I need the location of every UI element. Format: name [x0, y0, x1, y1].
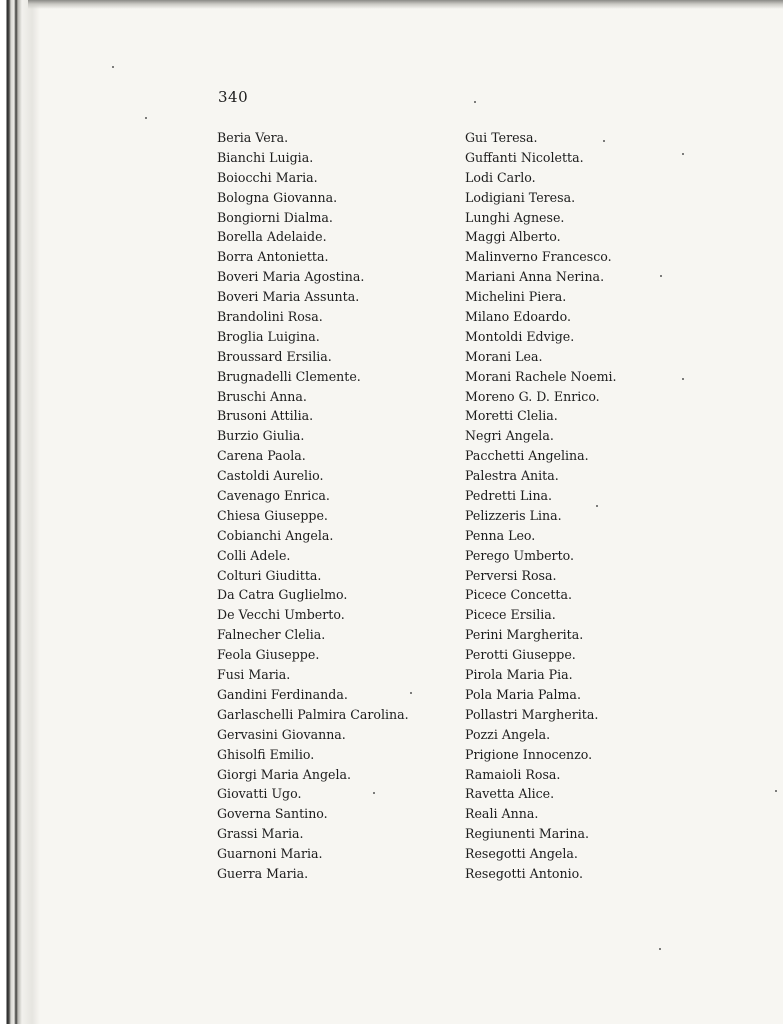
name-entry-right: Pozzi Angela. — [465, 726, 551, 742]
name-entry-left: Brusoni Attilia. — [217, 408, 314, 424]
name-entry-right: Penna Leo. — [465, 527, 536, 543]
scan-speck — [373, 792, 375, 794]
name-entry-left: Carena Paola. — [217, 448, 306, 464]
name-entry-left: Feola Giuseppe. — [217, 647, 320, 663]
scan-speck — [775, 790, 777, 792]
name-entry-left: Giovatti Ugo. — [217, 786, 302, 802]
name-entry-left: Fusi Maria. — [217, 667, 291, 683]
name-entry-left: Guarnoni Maria. — [217, 846, 323, 862]
name-entry-right: Perversi Rosa. — [465, 567, 557, 583]
name-entry-left: Beria Vera. — [217, 130, 289, 145]
name-entry-right: Guffanti Nicoletta. — [465, 149, 584, 165]
name-entry-left: Giorgi Maria Angela. — [217, 766, 352, 782]
scan-speck — [603, 140, 605, 142]
name-entry-right: Michelini Piera. — [465, 289, 567, 305]
scan-speck — [112, 66, 114, 68]
name-entry-left: Broussard Ersilia. — [217, 348, 332, 364]
name-entry-right: Picece Concetta. — [465, 587, 572, 603]
name-entry-right: Perotti Giuseppe. — [465, 647, 576, 663]
scan-speck — [659, 948, 661, 950]
name-entry-right: Morani Lea. — [465, 348, 543, 364]
name-entry-right: Malinverno Francesco. — [465, 249, 612, 265]
name-entry-left: Broglia Luigina. — [217, 328, 320, 344]
page-top-edge — [28, 0, 783, 9]
name-entry-left: Grassi Maria. — [217, 826, 304, 842]
name-entry-right: Moretti Clelia. — [465, 408, 558, 424]
name-entry-left: Brugnadelli Clemente. — [217, 368, 361, 384]
book-binding-edge — [0, 0, 40, 1024]
name-entry-right: Montoldi Edvige. — [465, 328, 575, 344]
name-entry-right: Lodi Carlo. — [465, 169, 536, 185]
name-entry-right: Maggi Alberto. — [465, 229, 561, 245]
name-entry-right: Reali Anna. — [465, 806, 539, 822]
name-entry-left: Boiocchi Maria. — [217, 169, 318, 185]
name-entry-left: Bologna Giovanna. — [217, 189, 338, 205]
name-entry-right: Resegotti Angela. — [465, 846, 578, 862]
name-entry-left: Colli Adele. — [217, 547, 291, 563]
name-entry-right: Ramaioli Rosa. — [465, 766, 561, 782]
name-entry-left: Governa Santino. — [217, 806, 328, 822]
name-entry-left: Bruschi Anna. — [217, 388, 307, 404]
name-list-left — [217, 128, 409, 884]
name-entry-right: Pedretti Lina. — [465, 488, 553, 504]
scan-speck — [682, 153, 684, 155]
name-entry-right: Pollastri Margherita. — [465, 706, 599, 722]
name-entry-left: Ghisolfi Emilio. — [217, 746, 315, 762]
scan-speck — [682, 378, 684, 380]
name-entry-left: Da Catra Guglielmo. — [217, 587, 348, 603]
name-entry-right: Prigione Innocenzo. — [465, 746, 593, 762]
scan-speck — [596, 505, 598, 507]
name-entry-left: Falnecher Clelia. — [217, 627, 326, 643]
name-entry-right: Negri Angela. — [465, 428, 554, 444]
name-entry-left: Boveri Maria Assunta. — [217, 289, 360, 305]
name-entry-left: Cobianchi Angela. — [217, 527, 334, 543]
scan-speck — [660, 275, 662, 277]
name-entry-right: Pola Maria Palma. — [465, 686, 581, 702]
name-entry-left: Borella Adelaide. — [217, 229, 327, 245]
name-entry-right: Morani Rachele Noemi. — [465, 368, 617, 384]
name-entry-right: Moreno G. D. Enrico. — [465, 388, 600, 404]
name-entry-right: Gui Teresa. — [465, 130, 538, 145]
name-entry-left: Gandini Ferdinanda. — [217, 686, 348, 702]
name-entry-left: Bongiorni Dialma. — [217, 209, 333, 225]
name-entry-right: Picece Ersilia. — [465, 607, 556, 623]
name-entry-left: Chiesa Giuseppe. — [217, 507, 328, 523]
name-entry-right: Ravetta Alice. — [465, 786, 555, 802]
name-entry-left: Borra Antonietta. — [217, 249, 329, 265]
name-entry-left: Cavenago Enrica. — [217, 488, 330, 504]
name-entry-right: Mariani Anna Nerina. — [465, 269, 605, 285]
name-entry-right: Palestra Anita. — [465, 468, 559, 484]
name-entry-right: Perini Margherita. — [465, 627, 584, 643]
name-entry-right: Perego Umberto. — [465, 547, 574, 563]
name-entry-left: Burzio Giulia. — [217, 428, 305, 444]
name-entry-right: Lodigiani Teresa. — [465, 189, 576, 205]
name-entry-left: Brandolini Rosa. — [217, 309, 323, 325]
scan-speck — [145, 117, 147, 119]
page-number: 340 — [218, 88, 249, 106]
name-entry-right: Regiunenti Marina. — [465, 826, 589, 842]
scan-speck — [410, 692, 412, 694]
name-entry-left: Garlaschelli Palmira Carolina. — [217, 706, 409, 722]
scan-speck — [474, 101, 476, 103]
name-entry-left: Colturi Giuditta. — [217, 567, 322, 583]
name-entry-right: Pelizzeris Lina. — [465, 507, 562, 523]
name-entry-right: Resegotti Antonio. — [465, 865, 583, 881]
name-entry-left: Castoldi Aurelio. — [217, 468, 324, 484]
name-entry-left: De Vecchi Umberto. — [217, 607, 345, 623]
name-entry-right: Milano Edoardo. — [465, 309, 571, 325]
name-entry-left: Gervasini Giovanna. — [217, 726, 346, 742]
name-entry-right: Pirola Maria Pia. — [465, 667, 573, 683]
name-entry-right: Lunghi Agnese. — [465, 209, 565, 225]
name-entry-left: Bianchi Luigia. — [217, 149, 314, 165]
name-list-right — [465, 128, 617, 884]
name-entry-left: Guerra Maria. — [217, 865, 309, 881]
name-entry-left: Boveri Maria Agostina. — [217, 269, 365, 285]
name-entry-right: Pacchetti Angelina. — [465, 448, 589, 464]
